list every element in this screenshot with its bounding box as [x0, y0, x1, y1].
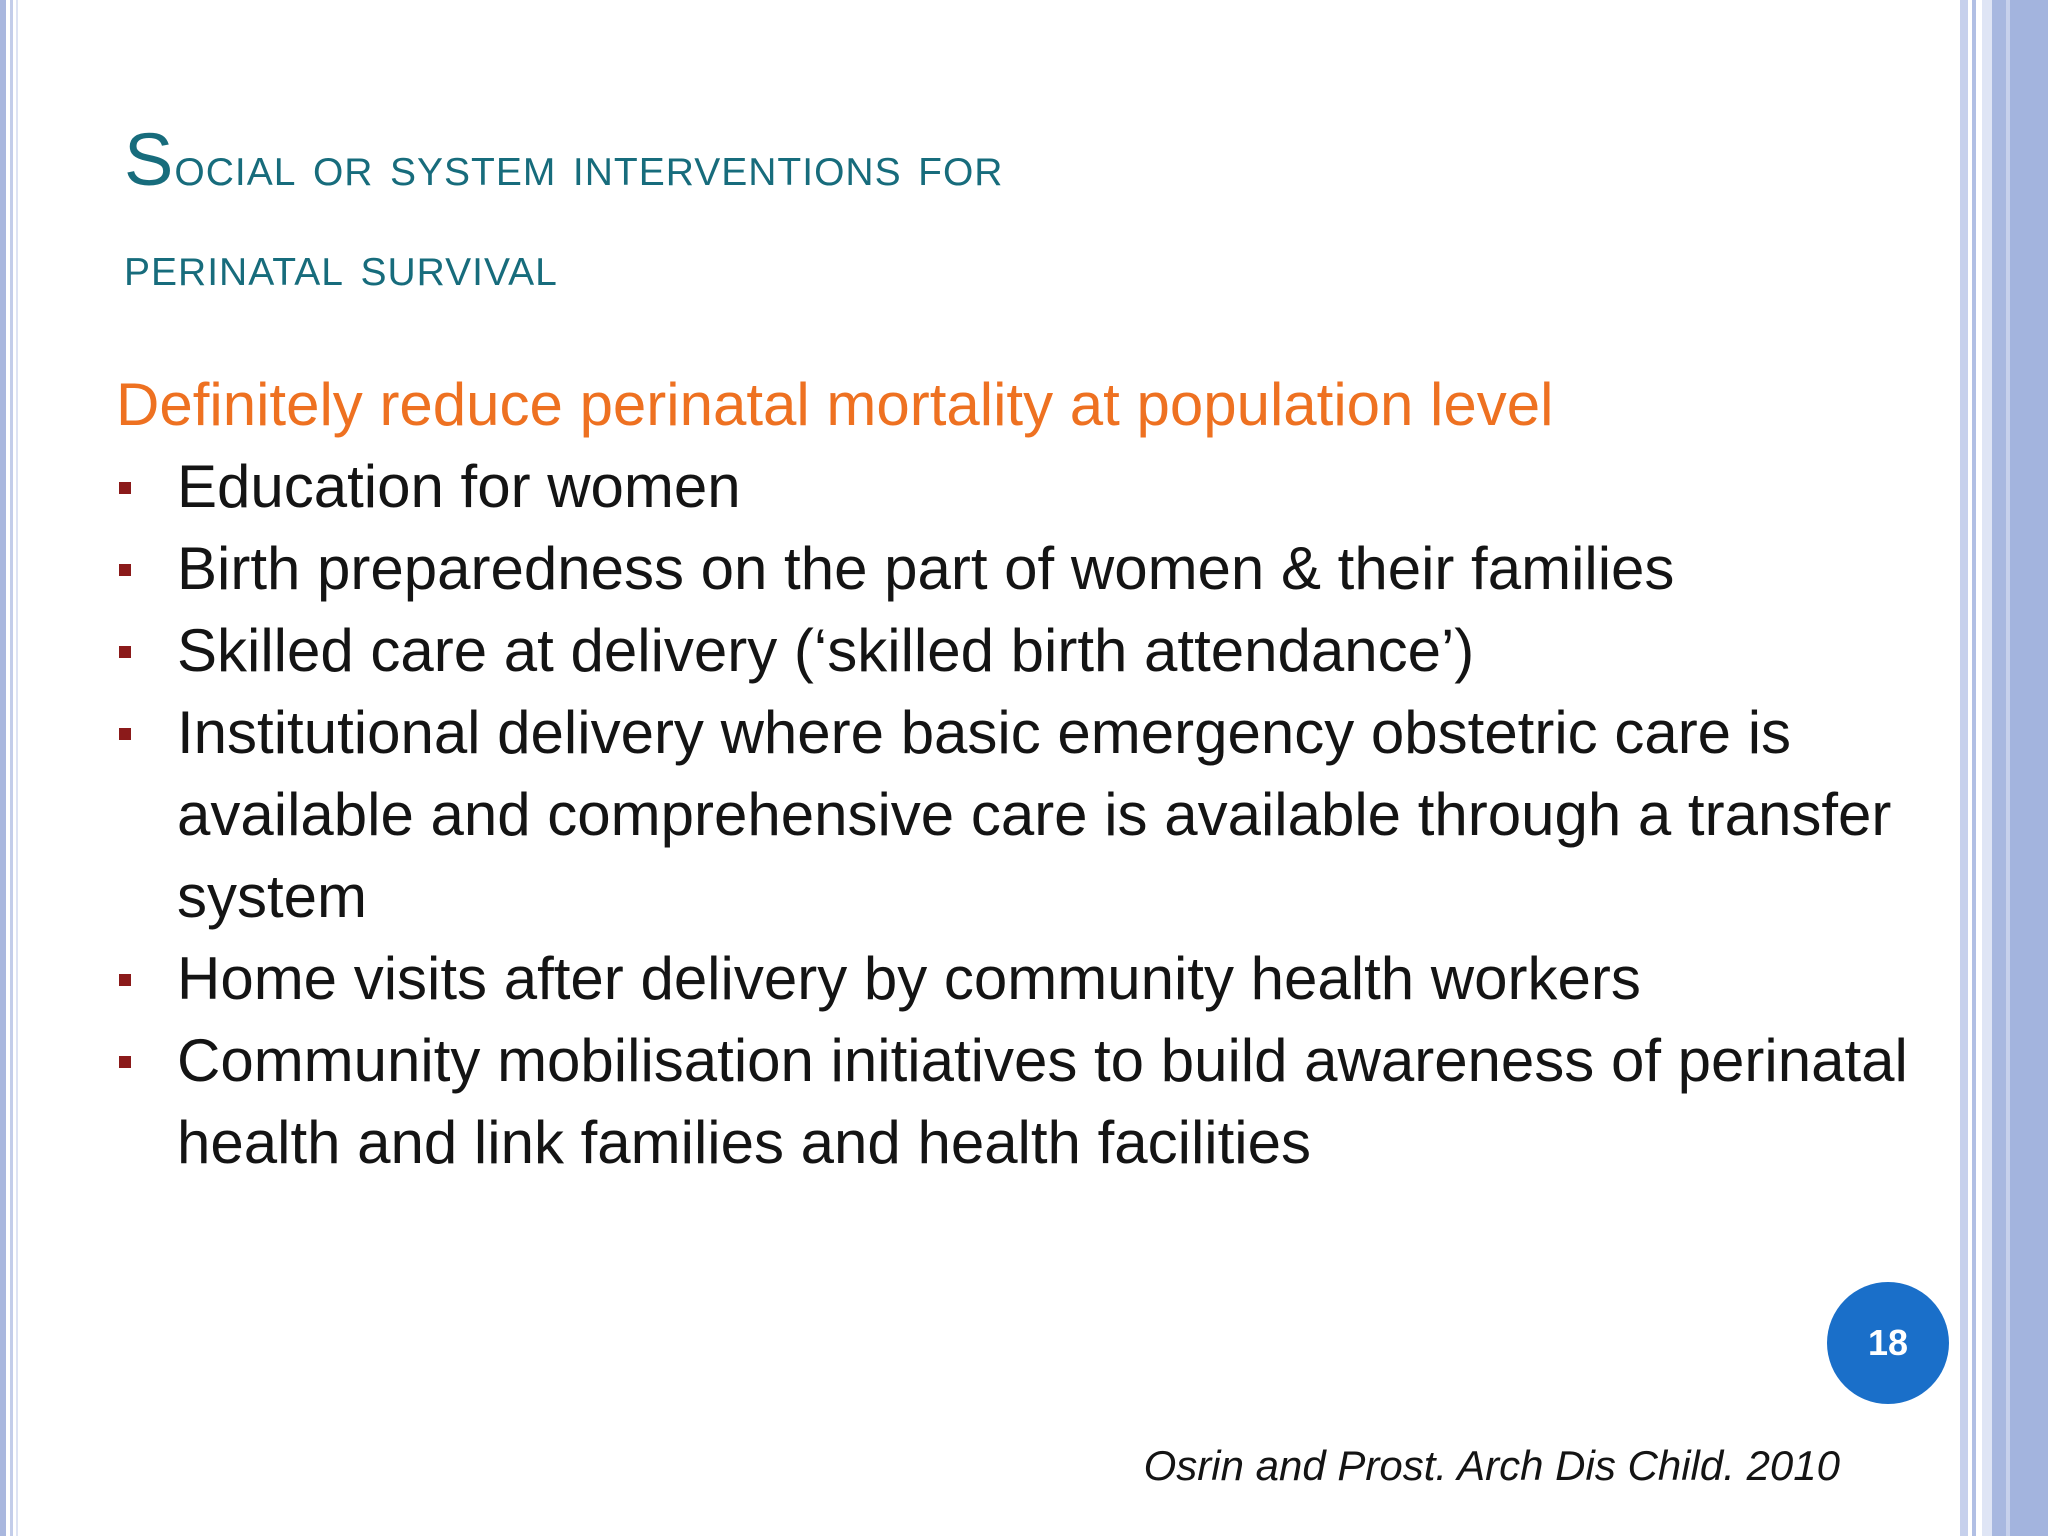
subheading: Definitely reduce perinatal mortality at population level	[116, 371, 1554, 438]
title-line-2: perinatal survival	[124, 234, 558, 297]
page-number-badge: 18	[1827, 1282, 1949, 1404]
citation: Osrin and Prost. Arch Dis Child. 2010	[1143, 1442, 1840, 1489]
bullet-marker-icon	[119, 564, 131, 576]
bullet-list	[116, 446, 2016, 1184]
list-item	[116, 446, 2016, 528]
bullet-marker-icon	[119, 1056, 131, 1068]
bullet-marker-icon	[119, 646, 131, 658]
left-border-line	[16, 0, 18, 1536]
list-item	[116, 528, 2016, 610]
list-item	[116, 938, 2016, 1020]
bullet-marker-icon	[119, 728, 131, 740]
bullet-marker-icon	[119, 974, 131, 986]
bullet-text: Education for women	[177, 453, 741, 520]
list-item	[116, 610, 2016, 692]
bullet-text: Birth preparedness on the part of women & their families	[177, 535, 1675, 602]
bullet-text: Home visits after delivery by community health workers	[177, 945, 1641, 1012]
bullet-text: Skilled care at delivery (‘skilled birth attendance’)	[177, 617, 1475, 684]
left-border-line	[0, 0, 6, 1536]
left-border-line	[10, 0, 13, 1536]
list-item	[116, 1020, 2016, 1184]
slide-title	[124, 110, 1824, 316]
title-first-letter: S	[124, 118, 175, 201]
bullet-marker-icon	[119, 482, 131, 494]
title-line-1: ocial or system interventions for	[174, 134, 1004, 197]
list-item	[116, 692, 2016, 938]
bullet-text: Institutional delivery where basic emergency obstetric care is available and comprehensive care is available through a transfer system	[177, 699, 1892, 930]
bullet-text: Community mobilisation initiatives to build awareness of perinatal health and link families and health facilities	[177, 1027, 1908, 1176]
